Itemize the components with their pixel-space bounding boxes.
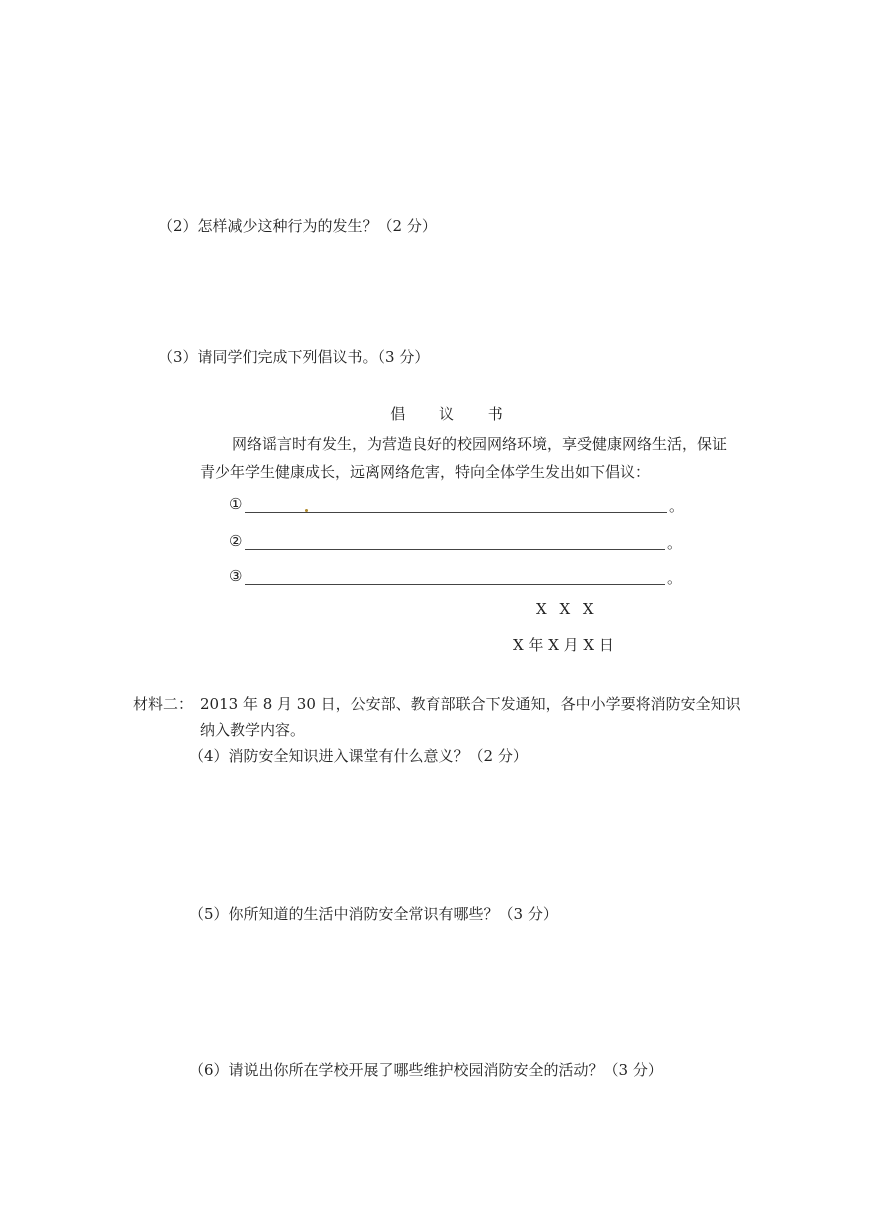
question-4: （4）消防安全知识进入课堂有什么意义？（2 分） bbox=[189, 747, 528, 765]
material-2-line-2: 纳入教学内容。 bbox=[200, 721, 306, 739]
material-2-line-1: 2013 年 8 月 30 日，公安部、教育部联合下发通知，各中小学要将消防安全知识 bbox=[200, 695, 741, 713]
question-5: （5）你所知道的生活中消防安全常识有哪些？（3 分） bbox=[189, 905, 558, 923]
proposal-signature: X X X bbox=[536, 600, 598, 618]
proposal-intro-line-1: 网络谣言时有发生，为营造良好的校园网络环境，享受健康网络生活，保证 bbox=[232, 435, 728, 453]
item-period: 。 bbox=[667, 569, 683, 587]
proposal-date: X 年 X 月 X 日 bbox=[513, 636, 614, 654]
proposal-intro-line-2: 青少年学生健康成长，远离网络危害，特向全体学生发出如下倡议： bbox=[200, 463, 651, 481]
answer-blank-line bbox=[245, 584, 665, 585]
item-period: 。 bbox=[667, 534, 683, 552]
proposal-title-char-1: 倡 bbox=[390, 405, 407, 423]
answer-blank-line bbox=[245, 512, 667, 513]
proposal-title bbox=[0, 404, 869, 424]
material-2-label: 材料二： bbox=[133, 695, 194, 713]
item-number: ③ bbox=[229, 567, 243, 585]
item-number: ① bbox=[229, 495, 243, 513]
question-6: （6）请说出你所在学校开展了哪些维护校园消防安全的活动？（3 分） bbox=[189, 1061, 663, 1079]
answer-blank-line bbox=[245, 549, 665, 550]
proposal-title-char-3: 书 bbox=[487, 405, 504, 423]
item-number: ② bbox=[229, 532, 243, 550]
question-2: （2）怎样减少这种行为的发生？（2 分） bbox=[158, 217, 437, 235]
item-period: 。 bbox=[669, 497, 685, 515]
proposal-title-char-2: 议 bbox=[438, 405, 455, 423]
stray-mark bbox=[305, 509, 308, 512]
question-3: （3）请同学们完成下列倡议书。（3 分） bbox=[158, 348, 430, 366]
